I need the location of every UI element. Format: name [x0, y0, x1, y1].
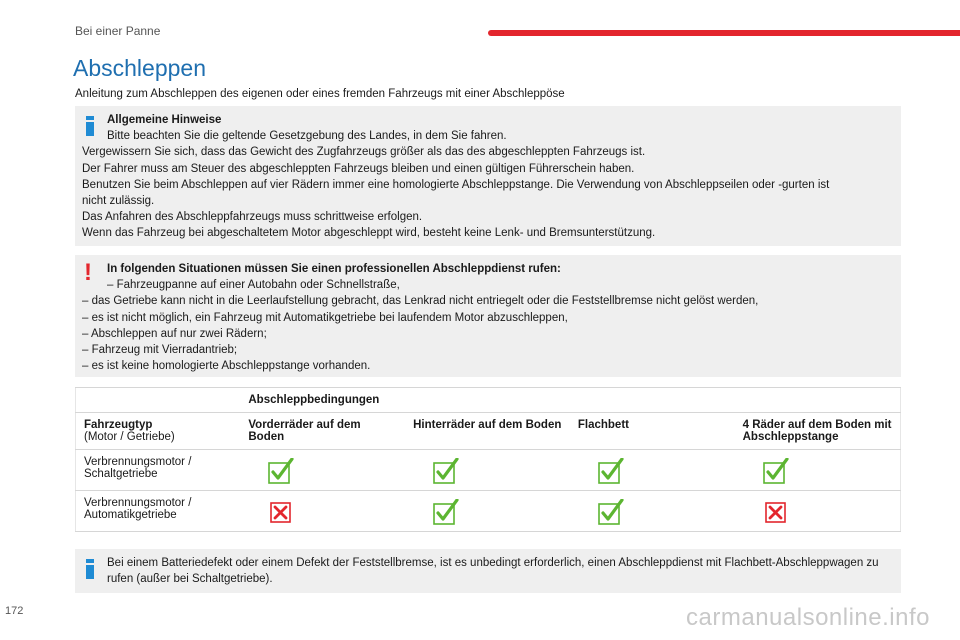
- column-header: 4 Räder auf dem Boden mit Abschleppstange: [735, 413, 901, 450]
- column-header: Vorderräder auf dem Boden: [240, 413, 405, 450]
- info-icon: [86, 559, 94, 579]
- info-line: Vergewissern Sie sich, dass das Gewicht des Zugfahrzeugs größer als das des abgeschleppten Fahrzeugs ist.: [82, 146, 646, 159]
- warning-item: – Fahrzeug mit Vierradantrieb;: [82, 344, 238, 357]
- table-group-header: Abschleppbedingungen: [240, 388, 900, 413]
- info-line: Bitte beachten Sie die geltende Gesetzgebung des Landes, in dem Sie fahren.: [107, 130, 507, 143]
- warning-item: – das Getriebe kann nicht in die Leerlaufstellung gebracht, das Lenkrad nicht entriegelt oder die Feststellbremse nicht gelöst werden,: [82, 295, 759, 308]
- table-corner-cell: [76, 388, 241, 413]
- info-box-heading: Allgemeine Hinweise: [107, 114, 222, 126]
- info-box: [75, 106, 901, 246]
- warning-box-heading: In folgenden Situationen müssen Sie einen professionellen Abschleppdienst rufen:: [107, 263, 561, 275]
- header-accent-bar: [488, 30, 960, 36]
- watermark: carmanualsonline.info: [686, 604, 930, 631]
- status-cell: [735, 491, 901, 532]
- status-cell: [735, 450, 901, 491]
- note-text: Bei einem Batteriedefekt oder einem Defekt der Feststellbremse, ist es unbedingt erforderlich, einen Abschleppdienst mit Flachbett-Abschleppwagen zu rufen (außer bei Schaltgetriebe).: [107, 557, 879, 586]
- column-header: Hinterräder auf dem Boden: [405, 413, 570, 450]
- towing-conditions-table: [75, 387, 901, 532]
- status-cell: [240, 491, 405, 532]
- column-header-vehicle: [76, 413, 241, 450]
- table-header-row: [76, 413, 901, 450]
- header-section-title: Bei einer Panne: [75, 24, 161, 38]
- warning-item: – Fahrzeugpanne auf einer Autobahn oder Schnellstraße,: [107, 279, 400, 292]
- table-row: [76, 491, 901, 532]
- info-line: nicht zulässig.: [82, 195, 155, 208]
- page-number: 172: [5, 605, 24, 617]
- warning-item: – es ist nicht möglich, ein Fahrzeug mit Automatikgetriebe bei laufendem Motor abzuschleppen,: [82, 311, 568, 324]
- warning-item: – es ist keine homologierte Abschleppstange vorhanden.: [82, 360, 371, 373]
- cross-icon: [268, 499, 294, 525]
- status-cell: [405, 450, 570, 491]
- check-icon: [598, 499, 624, 525]
- table-row: [76, 450, 901, 491]
- row-label: Verbrennungsmotor / Schaltgetriebe: [76, 450, 241, 491]
- page-title: Abschleppen: [73, 55, 206, 81]
- warning-box: [75, 255, 901, 377]
- info-line: Das Anfahren des Abschleppfahrzeugs muss schrittweise erfolgen.: [82, 211, 423, 224]
- check-icon: [433, 458, 459, 484]
- column-header: Flachbett: [570, 413, 735, 450]
- intro-text: Anleitung zum Abschleppen des eigenen oder eines fremden Fahrzeugs mit einer Abschleppöse: [75, 88, 565, 100]
- check-icon: [433, 499, 459, 525]
- status-cell: [570, 450, 735, 491]
- note-box: [75, 549, 901, 593]
- check-icon: [268, 458, 294, 484]
- info-line: Der Fahrer muss am Steuer des abgeschleppten Fahrzeugs bleiben und einen gültigen Führerschein haben.: [82, 162, 635, 175]
- row-label: Verbrennungsmotor / Automatikgetriebe: [76, 491, 241, 532]
- column-header-vehicle-sub: (Motor / Getriebe): [84, 431, 175, 443]
- column-header-vehicle-title: Fahrzeugtyp: [84, 419, 153, 431]
- status-cell: [405, 491, 570, 532]
- info-line: Benutzen Sie beim Abschleppen auf vier Rädern immer eine homologierte Abschleppstange. Die Verwendung von Abschleppseilen oder -gurten ist: [82, 178, 830, 191]
- status-cell: [240, 450, 405, 491]
- info-icon: [86, 116, 94, 136]
- info-line: Wenn das Fahrzeug bei abgeschaltetem Motor abgeschleppt wird, besteht keine Lenk- und Bremsunterstützung.: [82, 227, 656, 240]
- check-icon: [763, 458, 789, 484]
- warning-item: – Abschleppen auf nur zwei Rädern;: [82, 327, 267, 340]
- status-cell: [570, 491, 735, 532]
- exclamation-icon: !: [84, 259, 92, 286]
- cross-icon: [763, 499, 789, 525]
- check-icon: [598, 458, 624, 484]
